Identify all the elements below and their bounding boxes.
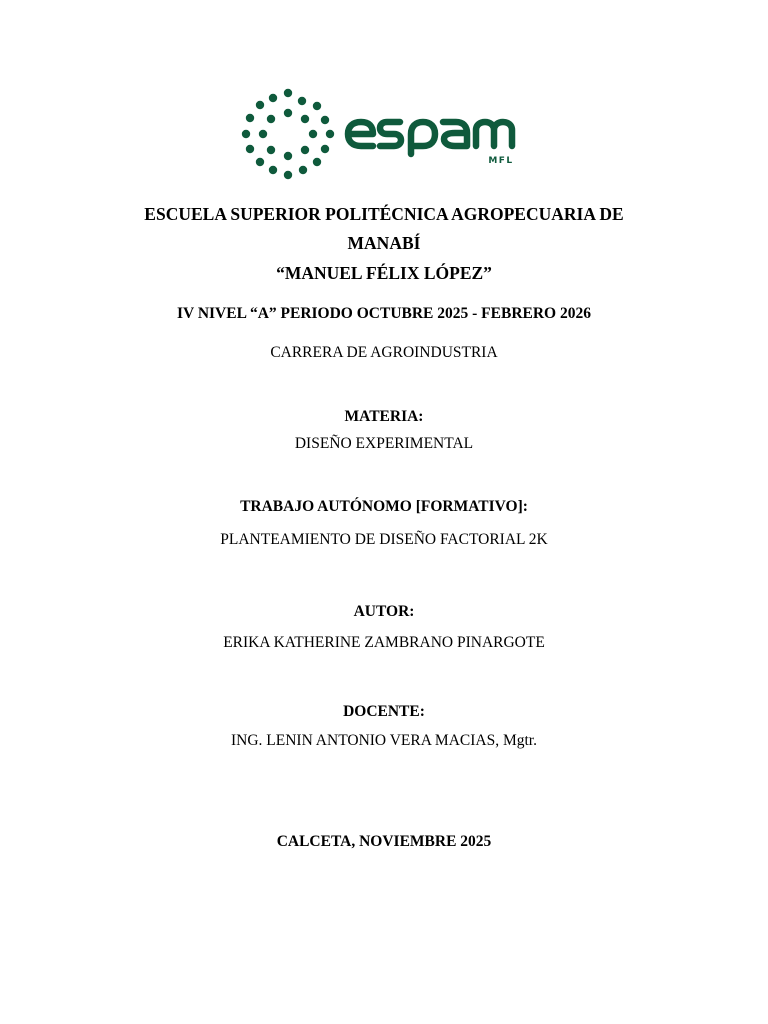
logo-subtext: MFL [488, 156, 514, 166]
work-value: PLANTEAMIENTO DE DISEÑO FACTORIAL 2K [220, 531, 548, 548]
subject-label: MATERIA: [344, 408, 424, 425]
institution-name-line2: MANABÍ [347, 233, 421, 253]
teacher-label: DOCENTE: [343, 703, 425, 720]
subject-value: DISEÑO EXPERIMENTAL [294, 435, 474, 452]
institution-name-line3: “MANUEL FÉLIX LÓPEZ” [276, 263, 492, 283]
work-label: TRABAJO AUTÓNOMO [FORMATIVO]: [240, 498, 528, 515]
teacher-value: ING. LENIN ANTONIO VERA MACIAS, Mgtr. [231, 732, 537, 749]
dot-circle-icon [242, 89, 334, 179]
espam-logo [236, 88, 526, 184]
academic-level: IV NIVEL “A” PERIODO OCTUBRE 2025 - FEBRERO 2026 [177, 305, 591, 322]
institution-name-line1: ESCUELA SUPERIOR POLITÉCNICA AGROPECUARIA DE [144, 204, 624, 224]
espam-wordmark [348, 122, 512, 154]
author-value: ERIKA KATHERINE ZAMBRANO PINARGOTE [223, 634, 545, 651]
author-label: AUTOR: [353, 603, 415, 620]
place-date: CALCETA, NOVIEMBRE 2025 [276, 833, 492, 850]
career-name: CARRERA DE AGROINDUSTRIA [270, 344, 498, 361]
